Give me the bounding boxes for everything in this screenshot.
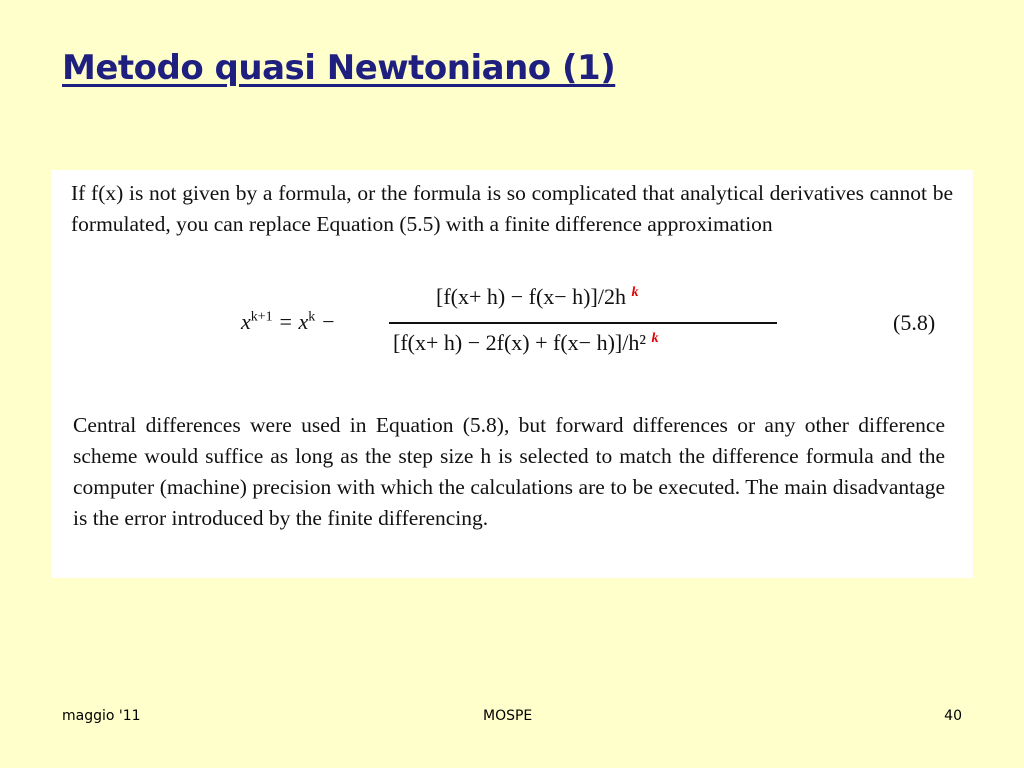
minus-sign: − bbox=[320, 309, 336, 334]
explanation-paragraph: Central differences were used in Equation (5.8), but forward differences or any other difference scheme would suffice as long as the step size h is selected to match the difference formula and the computer (machine) precision with which the calculations are to be executed. The main disadvantage is the error introduced by the finite differencing. bbox=[73, 413, 945, 530]
k-marker: k bbox=[651, 331, 659, 346]
eq-sup: k bbox=[308, 309, 316, 325]
footer-page-number: 40 bbox=[944, 708, 962, 724]
equation-lhs bbox=[241, 309, 336, 335]
equation-number: (5.8) bbox=[893, 310, 936, 335]
numerator-text: [f(x+ h) − f(x− h)]/2h bbox=[436, 284, 626, 309]
equation-denominator bbox=[393, 330, 658, 356]
denominator-text: [f(x+ h) − 2f(x) + f(x− h)]/h² bbox=[393, 330, 646, 355]
lhs-sup: k+1 bbox=[250, 309, 273, 325]
lhs-var: x bbox=[241, 309, 251, 334]
footer-date: maggio '11 bbox=[62, 708, 141, 724]
footer-course: MOSPE bbox=[483, 708, 533, 724]
equation-numerator bbox=[436, 284, 638, 310]
k-marker: k bbox=[631, 285, 639, 300]
eq-sign: = x bbox=[278, 309, 309, 334]
intro-paragraph: If f(x) is not given by a formula, or the formula is so complicated that analytical derivatives cannot be formulated, you can replace Equation (5.5) with a finite difference approximation bbox=[71, 181, 953, 236]
slide-title: Metodo quasi Newtoniano (1) bbox=[62, 48, 616, 88]
text-excerpt-panel bbox=[51, 170, 973, 578]
fraction-bar bbox=[389, 322, 777, 324]
equation-5-8 bbox=[51, 278, 973, 368]
